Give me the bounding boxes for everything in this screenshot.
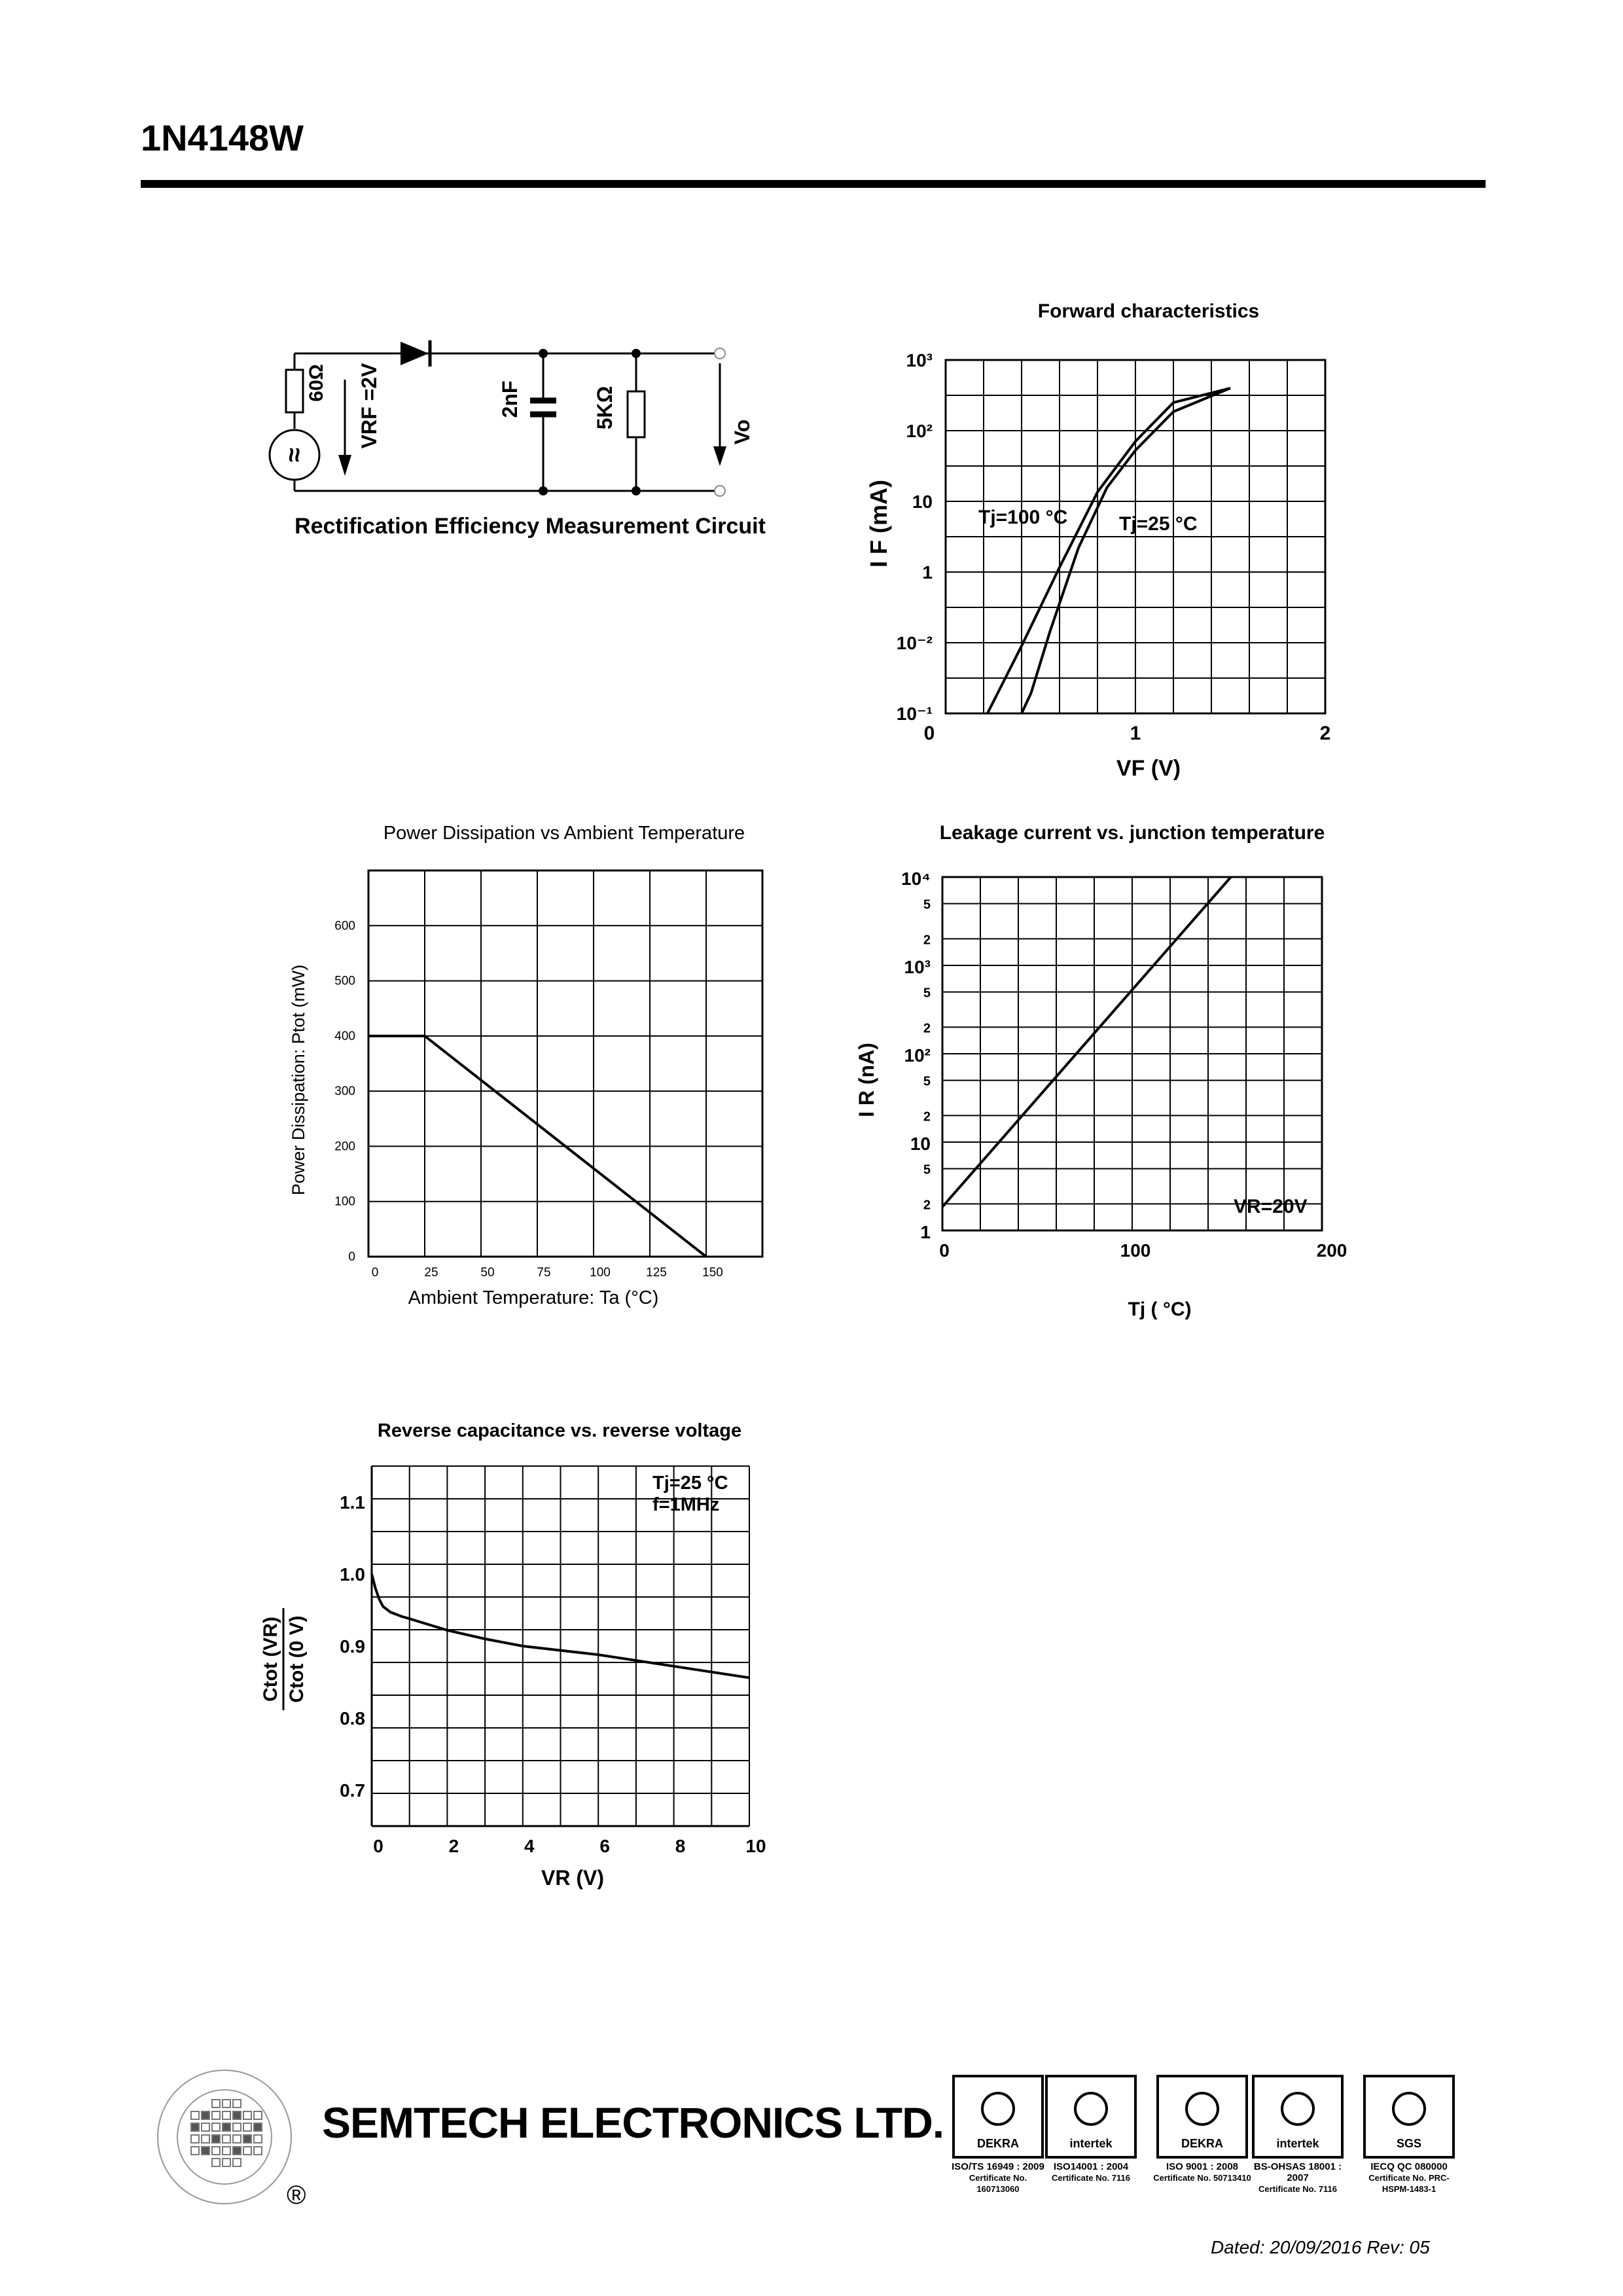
y-tick-label: 5 — [923, 1074, 931, 1089]
cert-number: Certificate No. 7116 — [1258, 2184, 1337, 2194]
cert-mark: DEKRA — [976, 2137, 1019, 2150]
registered-mark: ® — [287, 2181, 306, 2210]
y-axis-label: I F (mA) — [865, 480, 892, 567]
series-line-tj100 — [988, 388, 1230, 713]
logo-cell — [212, 2100, 220, 2108]
x-tick-label: 2 — [1319, 723, 1331, 744]
forward-characteristics-chart — [838, 288, 1427, 812]
x-tick-label: 1 — [1130, 723, 1141, 744]
cert-seal-icon — [1074, 2092, 1108, 2126]
y-tick-label: 0.8 — [340, 1708, 365, 1729]
x-tick-label: 6 — [599, 1836, 610, 1856]
y-tick-label: 10 — [912, 492, 933, 512]
x-axis-label: Ambient Temperature: Ta (°C) — [408, 1287, 659, 1308]
x-tick-label: 0 — [939, 1240, 950, 1261]
logo-cell — [202, 2147, 209, 2155]
logo-cell — [202, 2135, 209, 2143]
cert-standard: ISO14001 : 2004 — [1053, 2161, 1129, 2172]
circuit-caption: Rectification Efficiency Measurement Circuit — [294, 514, 766, 539]
leakage-current-chart — [838, 812, 1427, 1335]
cert-mark: intertek — [1069, 2137, 1113, 2150]
y-tick-label: 2 — [923, 1198, 931, 1213]
chart-title: Reverse capacitance vs. reverse voltage — [377, 1420, 742, 1441]
y-tick-label: 2 — [923, 933, 931, 948]
y-tick-label: 5 — [923, 897, 931, 912]
cert-badge-dekra — [952, 2075, 1044, 2159]
logo-cell — [254, 2111, 262, 2119]
y-tick-label: 500 — [334, 974, 355, 988]
logo-cell — [191, 2111, 199, 2119]
cert-badge-dekra — [1156, 2075, 1248, 2159]
x-tick-label: 25 — [424, 1266, 438, 1280]
logo-cell — [243, 2147, 251, 2155]
logo-cell — [212, 2135, 220, 2143]
y-tick-label: 10⁻¹ — [896, 704, 933, 724]
y-tick-label: 600 — [334, 919, 355, 933]
cert-label — [1042, 2161, 1140, 2183]
resistor-60-label: 60Ω — [306, 364, 327, 402]
logo-cell — [254, 2135, 262, 2143]
y-tick-label: 0.9 — [340, 1636, 365, 1657]
part-number-title: 1N4148W — [141, 117, 304, 158]
cert-seal-icon — [1281, 2092, 1315, 2126]
y-tick-label: 300 — [334, 1085, 355, 1099]
cert-badge-intertek — [1045, 2075, 1137, 2159]
diode-symbol — [401, 342, 429, 365]
x-tick-label: 4 — [524, 1836, 535, 1856]
output-terminal-top — [715, 348, 725, 359]
y-tick-label: 200 — [334, 1139, 355, 1154]
vo-label: Vo — [730, 419, 754, 445]
logo-cell — [254, 2123, 262, 2131]
x-axis-label: Tj ( °C) — [1128, 1299, 1192, 1320]
logo-cell — [223, 2100, 230, 2108]
y-tick-label: 5 — [923, 1162, 931, 1177]
cert-badge-intertek — [1252, 2075, 1344, 2159]
logo-cell — [202, 2123, 209, 2131]
logo-cell — [233, 2135, 241, 2143]
cert-mark: DEKRA — [1181, 2137, 1223, 2150]
y-tick-label: 400 — [334, 1029, 355, 1043]
semtech-logo — [156, 2068, 293, 2206]
y-tick-label: 10⁴ — [901, 869, 931, 889]
x-tick-label: 0 — [371, 1266, 379, 1280]
cert-standard: IECQ QC 080000 — [1370, 2161, 1448, 2172]
cert-label — [1153, 2161, 1251, 2183]
logo-cell — [243, 2123, 251, 2131]
x-tick-label: 125 — [646, 1266, 667, 1280]
logo-cell — [191, 2123, 199, 2131]
x-tick-label: 150 — [702, 1266, 723, 1280]
logo-cell — [233, 2123, 241, 2131]
x-tick-label: 100 — [590, 1266, 611, 1280]
y-tick-label: 10² — [904, 1045, 931, 1066]
x-axis-label: VF (V) — [1116, 756, 1181, 781]
x-tick-label: 50 — [480, 1266, 495, 1280]
cert-label — [949, 2161, 1047, 2195]
vrf-label: VRF =2V — [357, 363, 381, 449]
y-tick-label: 1 — [920, 1222, 931, 1242]
resistor-5k — [628, 391, 645, 437]
cert-mark: SGS — [1396, 2137, 1421, 2150]
y-tick-label: 2 — [923, 1021, 931, 1036]
leakage-line — [942, 877, 1231, 1207]
cert-number: Certificate No. 7116 — [1052, 2173, 1130, 2183]
source-symbol: ≈ — [280, 448, 309, 462]
cert-seal-icon — [981, 2092, 1015, 2126]
series-line-tj25 — [1022, 388, 1230, 713]
logo-cell — [223, 2147, 230, 2155]
logo-cell — [233, 2100, 241, 2108]
logo-cell — [243, 2135, 251, 2143]
cert-seal-icon — [1392, 2092, 1426, 2126]
y-tick-label: 1.0 — [340, 1564, 365, 1585]
reverse-capacitance-chart — [262, 1414, 825, 1911]
company-name: SEMTECH ELECTRONICS LTD. — [322, 2098, 944, 2147]
output-terminal-bottom — [715, 486, 725, 496]
y-tick-label: 0.7 — [340, 1780, 365, 1801]
cert-standard: ISO/TS 16949 : 2009 — [952, 2161, 1044, 2172]
y-tick-label: 10⁻² — [896, 633, 933, 653]
x-tick-label: 75 — [537, 1266, 551, 1280]
cert-label — [1249, 2161, 1347, 2195]
y-tick-label: 0 — [348, 1250, 355, 1264]
logo-cell — [223, 2159, 230, 2166]
fw-label-100: Tj=100 °C — [978, 507, 1068, 528]
logo-cell — [254, 2147, 262, 2155]
x-tick-label: 200 — [1316, 1240, 1347, 1261]
chart-title: Forward characteristics — [1037, 300, 1260, 322]
cap-label: 2nF — [498, 380, 522, 418]
vr-annotation: VR=20V — [1234, 1196, 1308, 1217]
y-tick-label: 10 — [910, 1134, 931, 1154]
logo-cell — [212, 2111, 220, 2119]
cert-standard: ISO 9001 : 2008 — [1166, 2161, 1239, 2172]
fw-label-25: Tj=25 °C — [1119, 513, 1198, 535]
logo-cell — [223, 2123, 230, 2131]
logo-cell — [243, 2111, 251, 2119]
y-tick-label: 100 — [334, 1194, 355, 1209]
cert-seal-icon — [1185, 2092, 1219, 2126]
y-label-denominator: Ctot (0 V) — [286, 1615, 308, 1703]
logo-cell — [223, 2111, 230, 2119]
logo-cell — [233, 2159, 241, 2166]
logo-cell — [202, 2111, 209, 2119]
y-tick-label: 2 — [923, 1109, 931, 1124]
cert-mark: intertek — [1276, 2137, 1319, 2150]
y-tick-label: 5 — [923, 986, 931, 1001]
logo-cell — [212, 2159, 220, 2166]
chart-title: Leakage current vs. junction temperature — [939, 822, 1325, 844]
cap-annotation-line-1: Tj=25 °C — [652, 1473, 728, 1494]
logo-cell — [233, 2147, 241, 2155]
cert-standard: BS-OHSAS 18001 : 2007 — [1253, 2161, 1342, 2183]
x-axis-label: VR (V) — [541, 1866, 604, 1890]
x-tick-label: 0 — [373, 1836, 383, 1856]
x-tick-label: 0 — [923, 723, 935, 744]
plot-frame — [368, 870, 762, 1257]
y-axis-label: Power Dissipation: Ptot (mW) — [289, 964, 308, 1196]
x-tick-label: 10 — [745, 1836, 766, 1856]
logo-cell — [191, 2135, 199, 2143]
logo-cell — [191, 2147, 199, 2155]
logo-cell — [233, 2111, 241, 2119]
x-tick-label: 2 — [448, 1836, 459, 1856]
logo-cell — [212, 2123, 220, 2131]
cert-number: Certificate No. PRC-HSPM-1483-1 — [1368, 2173, 1450, 2194]
y-label-numerator: Ctot (VR) — [260, 1617, 281, 1702]
chart-title: Power Dissipation vs Ambient Temperature — [383, 823, 745, 844]
cert-number: Certificate No. 50713410 — [1153, 2173, 1251, 2183]
logo-cell — [212, 2147, 220, 2155]
date-revision: Dated: 20/09/2016 Rev: 05 — [1211, 2237, 1430, 2257]
y-tick-label: 1.1 — [340, 1492, 365, 1513]
cert-number: Certificate No. 160713060 — [969, 2173, 1027, 2194]
cert-badge-sgs — [1363, 2075, 1455, 2159]
cert-label — [1360, 2161, 1458, 2195]
logo-cell — [223, 2135, 230, 2143]
x-tick-label: 8 — [675, 1836, 686, 1856]
y-tick-label: 10³ — [904, 957, 931, 977]
y-tick-label: 10² — [906, 421, 933, 441]
y-tick-label: 10³ — [906, 350, 933, 370]
power-dissipation-chart — [281, 812, 844, 1335]
resistor-60ohm — [286, 370, 303, 412]
cap-annotation-line-2: f=1MHz — [652, 1494, 720, 1515]
load-resistor-label: 5KΩ — [593, 386, 616, 430]
x-tick-label: 100 — [1120, 1240, 1151, 1261]
y-tick-label: 1 — [922, 562, 933, 583]
y-axis-label: I R (nA) — [855, 1043, 878, 1117]
